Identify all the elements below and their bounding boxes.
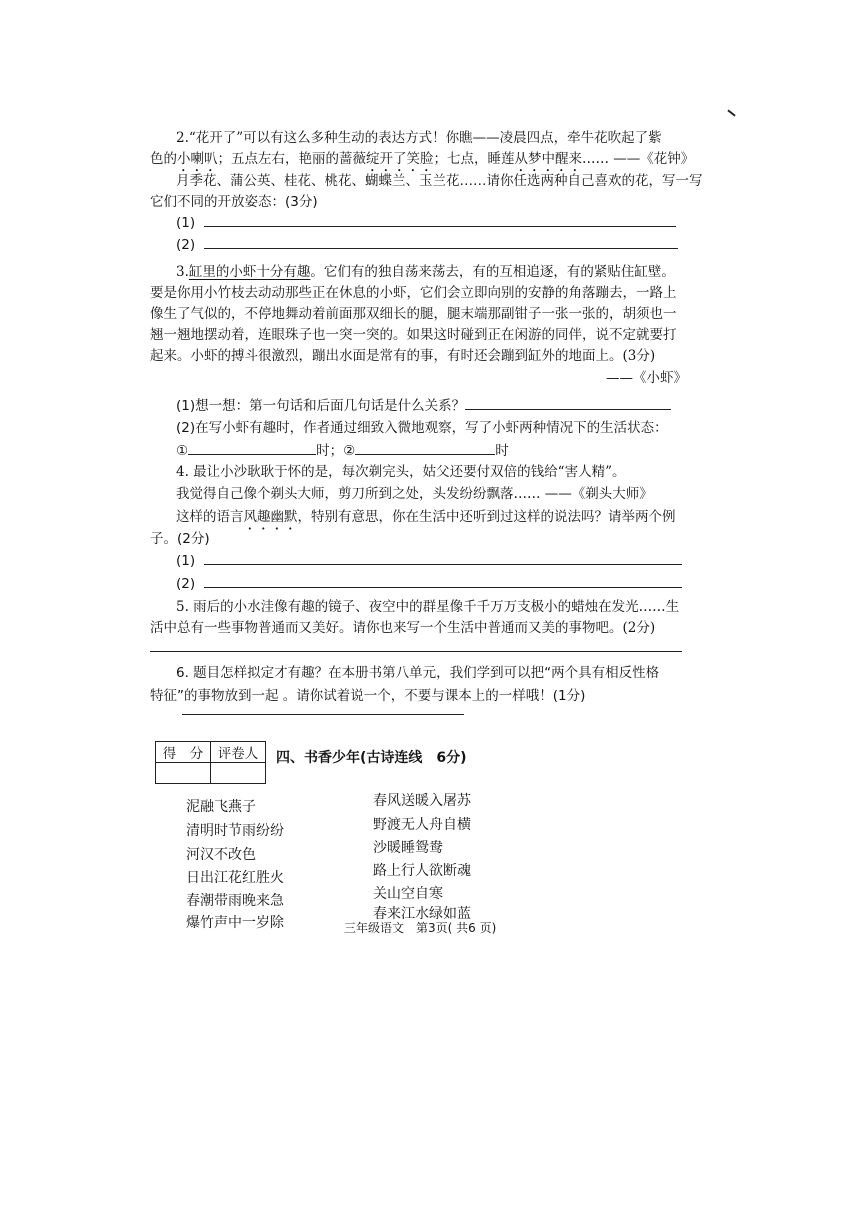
poem-right-item[interactable]: 关山空自寒 [373,886,443,902]
q4-line4: 子。(2分) [150,531,210,547]
q6-answer-line[interactable] [182,714,464,715]
poem-left-item[interactable]: 泥融飞燕子 [186,799,256,815]
q2-dotted-phrase-1: 小喇叭 [177,151,218,167]
poem-right-item[interactable]: 春来江水绿如蓝 [373,906,471,922]
poem-left-item[interactable]: 日出江花红胜火 [186,870,284,886]
q3-line3: 像生了气似的，不停地舞动着前面那双细长的腿，腿末端那副钳子一张一张的，胡须也一 [150,306,677,322]
poem-right-item[interactable]: 沙暖睡鸳鸯 [373,840,443,856]
q3-state-1-blank[interactable] [188,440,316,455]
q4-line1: 4. 最让小沙耿耿于怀的是，每次剃完头，姑父还要付双倍的钱给“害人精”。 [176,464,626,480]
q3-line2: 要是你用小竹枝去动动那些正在休息的小虾，它们会立即向别的安静的角落蹦去，一路上 [150,285,677,301]
q2-line1: 2.“花开了”可以有这么多种生动的表达方式！你瞧——凌晨四点，牵牛花吹起了紫 [176,130,662,146]
q2-line3: 月季花、蒲公英、桂花、桃花、蝴蝶兰、玉兰花……请你任选两种自己喜欢的花，写一写 [176,173,703,189]
q4-answer-2-line[interactable] [204,587,682,588]
q4-dotted-phrase: 风趣幽默 [243,509,298,525]
q2-answer-1-label: (1) [176,215,196,231]
q3-sub2-answers: ① 时；② 时 [176,440,509,461]
q3-line5: 起来。小虾的搏斗很激烈，蹦出水面是常有的事，有时还会蹦到缸外的地面上。(3分) [150,348,656,364]
q2-answer-2-label: (2) [176,237,196,253]
q2-answer-1-line[interactable] [204,226,676,227]
q2-line2: 色的小喇叭；五点左右，艳丽的蔷薇绽开了笑脸；七点，睡莲从梦中醒来…… ——《花钟》 [150,151,695,167]
poem-right-item[interactable]: 野渡无人舟自横 [373,817,471,833]
q3-line4: 翘一翘地摆动着，连眼珠子也一突一突的。如果这时碰到正在闲游的同伴，说不定就要打 [150,327,677,343]
q4-line3: 这样的语言风趣幽默，特别有意思，你在生活中还听到过这样的说法吗？请举两个例 [176,509,676,525]
grader-header: 评卷人 [211,742,266,763]
q2-dotted-phrase-2: 绽开了笑脸 [366,151,434,167]
q5-line2: 活中总有一些事物普通而又美好。请你也来写一个生活中普通而又美的事物吧。(2分) [150,620,656,636]
q6-line1: 6. 题目怎样拟定才有趣？在本册书第八单元，我们学到可以把“两个具有相反性格 [176,665,660,681]
poem-right-item[interactable]: 路上行人欲断魂 [373,863,471,879]
score-header: 得 分 [156,742,211,763]
q3-sub2: (2)在写小虾有趣时，作者通过细致入微地观察，写了小虾两种情况下的生活状态： [176,420,668,436]
poem-right-item[interactable]: 春风送暖入屠苏 [373,793,471,809]
q3-sub1-answer-blank[interactable] [465,395,671,410]
q3-line1: 3.缸里的小虾十分有趣。它们有的独自荡来荡去，有的互相追逐，有的紧贴住缸壁。 [176,264,675,280]
q5-answer-line[interactable] [150,651,682,652]
poem-left-item[interactable]: 春潮带雨晚来急 [186,893,284,909]
score-cell[interactable] [156,763,211,784]
q6-line2: 特征”的事物放到一起 。请你试着说一个，不要与课本上的一样哦！(1分) [150,688,586,704]
q3-underlined-sentence: 缸里的小虾十分有趣 [188,264,311,280]
section-4-title: 四、书香少年(古诗连线 6分) [276,750,467,766]
poem-left-item[interactable]: 爆竹声中一岁除 [186,915,284,931]
q2-dotted-phrase-3: 从梦中醒来 [514,151,582,167]
q4-answer-2-label: (2) [176,576,196,592]
q4-answer-1-line[interactable] [204,564,682,565]
q3-source: ——《小虾》 [606,370,687,386]
poem-left-item[interactable]: 河汉不改色 [186,847,256,863]
q3-state-2-blank[interactable] [355,440,495,455]
poem-left-item[interactable]: 清明时节雨纷纷 [186,823,284,839]
q2-answer-2-line[interactable] [204,248,678,249]
q2-line4: 它们不同的开放姿态：(3分) [150,194,318,210]
scan-mark [727,109,735,116]
score-table [155,741,266,784]
q4-answer-1-label: (1) [176,553,196,569]
q4-line2: 我觉得自己像个剃头大师，剪刀所到之处，头发纷纷飘落…… ——《剃头大师》 [176,486,653,502]
q5-line1: 5. 雨后的小水洼像有趣的镜子、夜空中的群星像千千万万支极小的蜡烛在发光……生 [176,599,680,615]
page-footer: 三年级语文 第3页( 共6 页) [344,921,497,935]
grader-cell[interactable] [211,763,266,784]
q3-sub1: (1)想一想：第一句话和后面几句话是什么关系？ [176,395,671,416]
